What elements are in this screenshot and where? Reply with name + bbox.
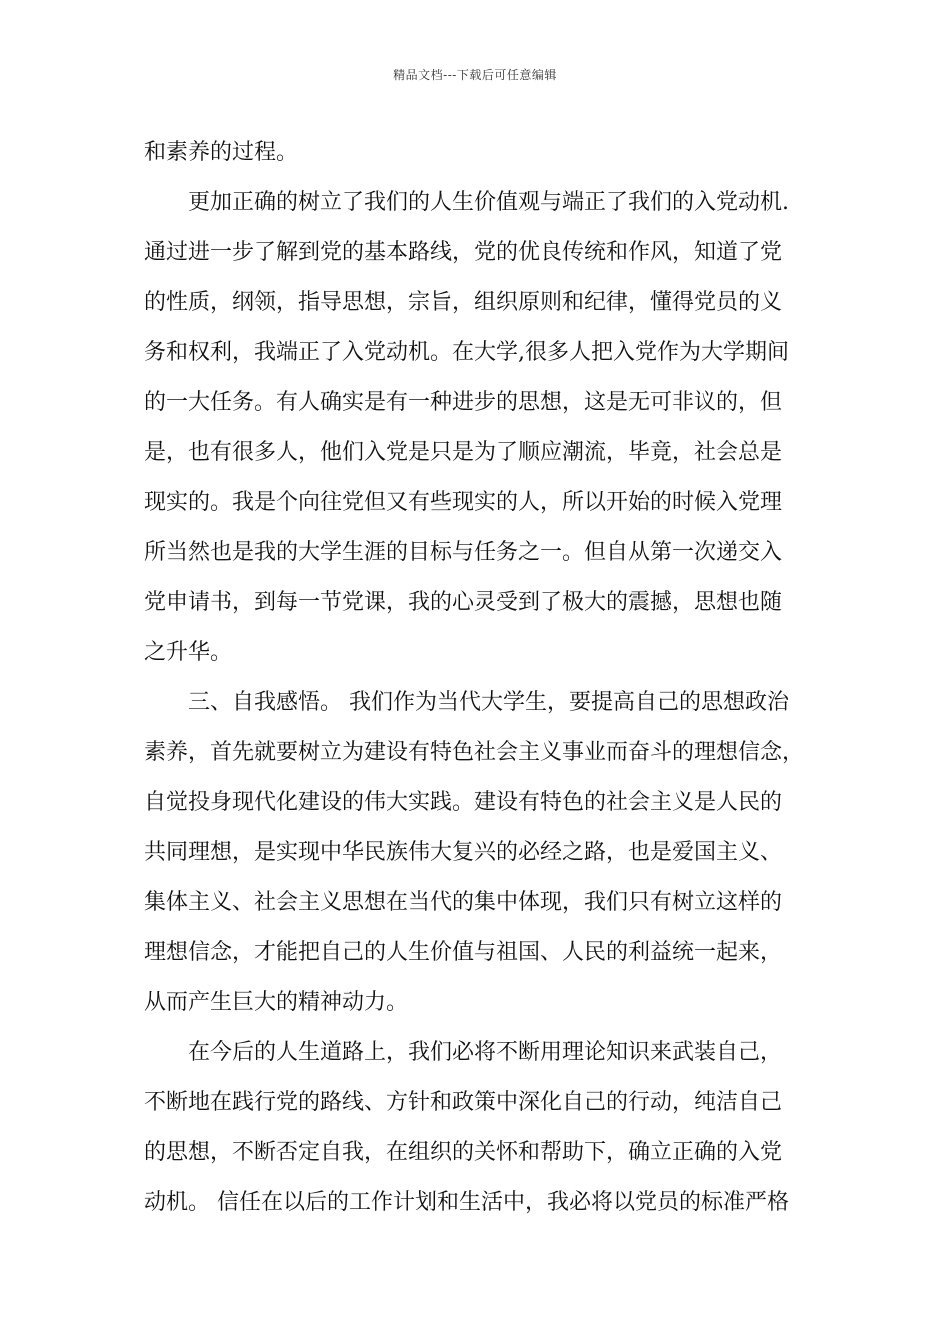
body-line: 之升华。 [144, 640, 233, 665]
body-line: 在今后的人生道路上，我们必将不断用理论知识来武装自己， [188, 1040, 783, 1065]
document-body [144, 128, 824, 1228]
body-line: 不断地在践行党的路线、方针和政策中深化自己的行动，纯洁自己 [144, 1090, 783, 1115]
body-line: 党申请书，到每一节党课，我的心灵受到了极大的震撼，思想也随 [144, 590, 783, 615]
body-line: 更加正确的树立了我们的人生价值观与端正了我们的入党动机. [188, 190, 789, 215]
body-line: 的性质，纲领，指导思想，宗旨，组织原则和纪律，懂得党员的义 [144, 290, 783, 315]
body-line: 是，也有很多人，他们入党是只是为了顺应潮流，毕竟，社会总是 [144, 440, 783, 465]
body-line: 动机。 信任在以后的工作计划和生活中，我必将以党员的标准严格 [144, 1190, 789, 1215]
body-line: 自觉投身现代化建设的伟大实践。建设有特色的社会主义是人民的 [144, 790, 783, 815]
body-line: 务和权利，我端正了入党动机。在大学,很多人把入党作为大学期间 [144, 340, 789, 365]
body-line: 的一大任务。有人确实是有一种进步的思想，这是无可非议的，但 [144, 390, 783, 415]
body-line: 理想信念，才能把自己的人生价值与祖国、人民的利益统一起来， [144, 940, 783, 965]
body-line: 通过进一步了解到党的基本路线，党的优良传统和作风，知道了党 [144, 240, 783, 265]
body-line: 三、自我感悟。 我们作为当代大学生，要提高自己的思想政治 [188, 690, 789, 715]
body-line: 的思想，不断否定自我，在组织的关怀和帮助下，确立正确的入党 [144, 1140, 783, 1165]
body-line: 素养，首先就要树立为建设有特色社会主义事业而奋斗的理想信念， [144, 740, 805, 765]
body-line: 和素养的过程。 [144, 140, 299, 165]
body-line: 现实的。我是个向往党但又有些现实的人，所以开始的时候入党理 [144, 490, 783, 515]
body-line: 共同理想，是实现中华民族伟大复兴的必经之路，也是爱国主义、 [144, 840, 783, 865]
body-line: 从而产生巨大的精神动力。 [144, 990, 409, 1015]
body-line: 集体主义、社会主义思想在当代的集中体现，我们只有树立这样的 [144, 890, 783, 915]
page-header: 精品文档---下载后可任意编辑 [393, 68, 557, 82]
body-line: 所当然也是我的大学生涯的目标与任务之一。但自从第一次递交入 [144, 540, 783, 565]
